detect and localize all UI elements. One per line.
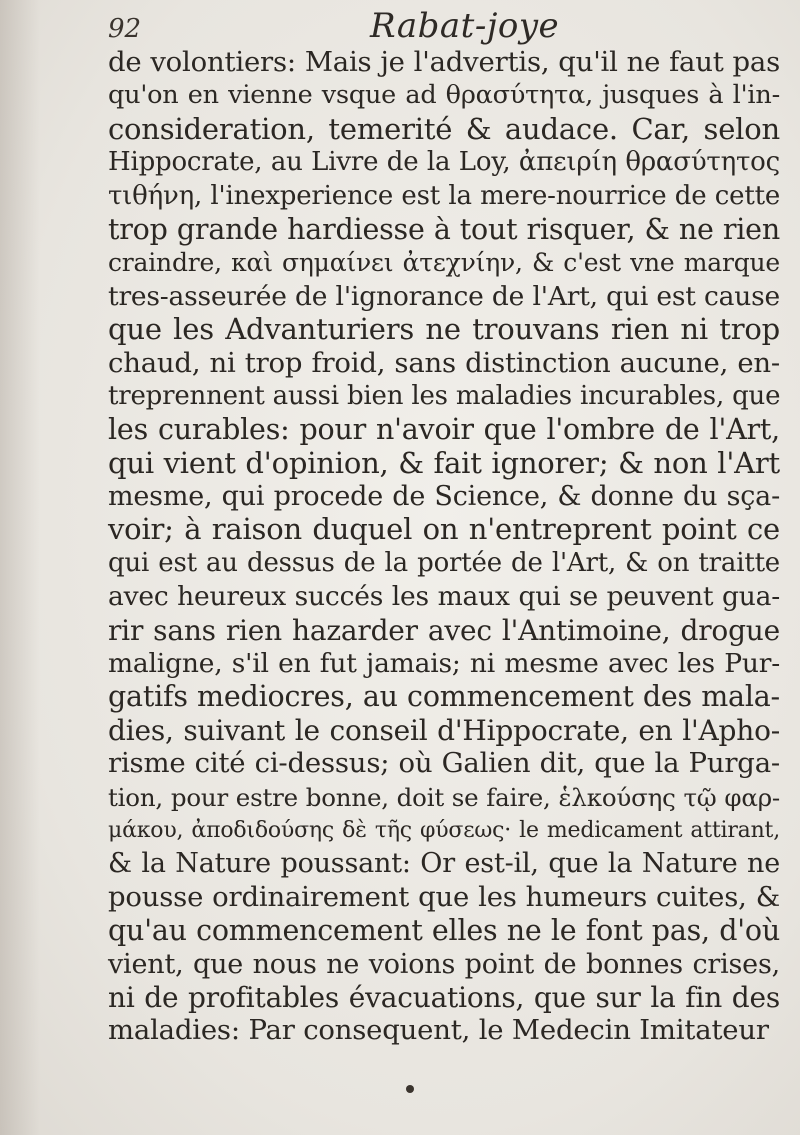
text-line: qui vient d'opinion, & fait ignorer; & non l'Art <box>108 445 780 480</box>
text-line: rir sans rien hazarder avec l'Antimoine, drogue <box>108 613 780 647</box>
text-line: maligne, s'il en fut jamais; ni mesme avec les Pur- <box>108 648 780 680</box>
page-header <box>0 4 800 48</box>
text-line: consideration, temerité & audace. Car, selon <box>108 111 780 146</box>
text-line: avec heureux succés les maux qui se peuvent gua- <box>108 581 780 613</box>
text-line: maladies: Par consequent, le Medecin Imitateur <box>108 1014 769 1047</box>
body-text <box>108 46 780 1048</box>
text-line: gatifs mediocres, au commencement des mala- <box>108 680 780 714</box>
text-line: chaud, ni trop froid, sans distinction aucune, en- <box>108 346 780 379</box>
text-line: τιθήνη, l'inexperience est la mere-nourrice de cette <box>108 180 780 211</box>
text-line: risme cité ci-dessus; où Galien dit, que la Purga- <box>108 747 780 780</box>
text-line: les curables: pour n'avoir que l'ombre de l'Art, <box>108 413 780 447</box>
text-line: qu'au commencement elles ne le font pas, d'où <box>108 914 780 948</box>
text-line: que les Advanturiers ne trouvans rien ni trop <box>108 312 780 347</box>
text-line: μάκου, ἀποδιδούσης δὲ τῆς φύσεως· le medicament attirant, <box>108 817 780 843</box>
text-line: Hippocrate, au Livre de la Loy, ἀπειρίη θρασύτητος <box>108 147 780 178</box>
text-line: qui est au dessus de la portée de l'Art, & on traitte <box>108 547 780 578</box>
text-line: trop grande hardiesse à tout risquer, & ne rien <box>108 212 780 246</box>
text-line: vient, que nous ne voions point de bonnes crises, <box>108 948 780 980</box>
ink-dot <box>406 1085 414 1093</box>
text-line: de volontiers: Mais je l'advertis, qu'il ne faut pas <box>108 46 780 78</box>
page-number: 92 <box>108 14 142 44</box>
text-line: tion, pour estre bonne, doit se faire, ἑλκούσης τῷ φαρ- <box>108 782 780 812</box>
running-head: Rabat-joye <box>370 6 560 46</box>
text-line: qu'on en vienne vsque ad θρασύτητα, jusques à l'in- <box>108 80 780 111</box>
text-line: mesme, qui procede de Science, & donne du sça- <box>108 481 780 513</box>
text-line: treprennent aussi bien les maladies incurables, que <box>108 380 781 411</box>
text-line: pousse ordinairement que les humeurs cuites, & <box>108 880 780 913</box>
text-line: tres-asseurée de l'ignorance de l'Art, qui est cause <box>108 280 780 312</box>
text-line: & la Nature poussant: Or est-il, que la Nature ne <box>108 848 780 880</box>
text-line: craindre, καὶ σημαίνει ἀτεχνίην, & c'est vne marque <box>108 248 780 278</box>
page-edge-shadow <box>0 0 40 1135</box>
text-line: ni de profitables évacuations, que sur la fin des <box>108 980 780 1014</box>
text-line: dies, suivant le conseil d'Hippocrate, en l'Apho- <box>108 713 780 747</box>
text-line: voir; à raison duquel on n'entreprent point ce <box>108 512 780 547</box>
